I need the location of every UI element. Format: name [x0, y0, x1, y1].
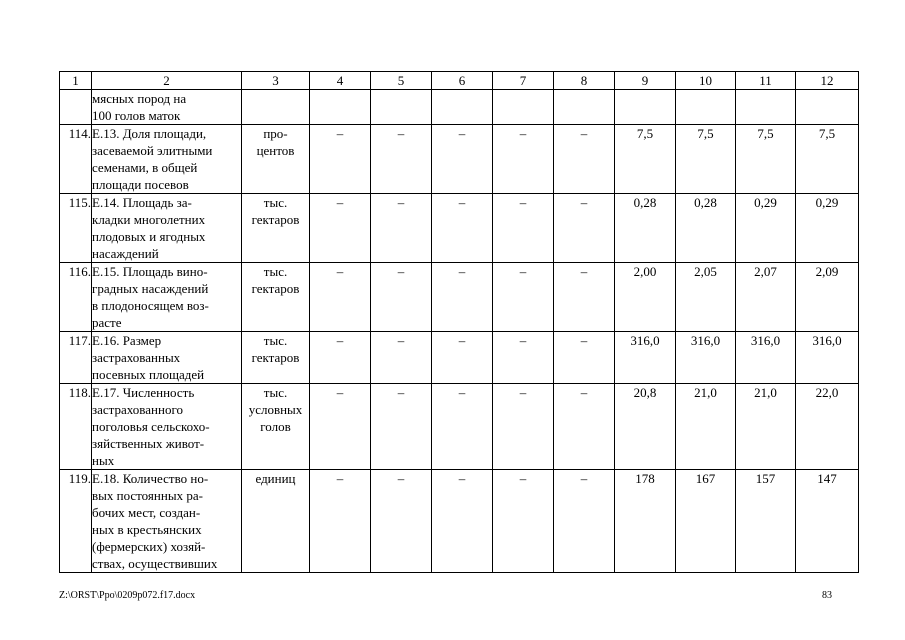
dash-cell: [432, 90, 493, 125]
dash-cell: –: [432, 263, 493, 332]
dash-cell: –: [554, 125, 615, 194]
column-header: 8: [554, 72, 615, 90]
value-cell: [796, 90, 859, 125]
table-row: [60, 90, 859, 125]
unit-line: гектаров: [251, 281, 300, 296]
indicator-name-line: вых постоянных ра-: [92, 488, 203, 503]
indicator-name-line: поголовья сельскохо-: [92, 419, 210, 434]
footer-page-number: 83: [822, 590, 832, 601]
indicator-name-line: кладки многолетних: [92, 212, 206, 227]
value-cell: 21,0: [676, 384, 736, 470]
indicator-name: [92, 470, 242, 573]
table-body: [60, 90, 859, 573]
dash-cell: –: [554, 263, 615, 332]
unit-cell: [242, 263, 310, 332]
unit-cell: [242, 470, 310, 573]
indicator-name-line: (фермерских) хозяй-: [92, 539, 206, 554]
indicator-name-line: ствах, осуществивших: [92, 556, 218, 571]
indicator-name-line: Е.15. Площадь вино-: [92, 264, 208, 279]
indicator-name-line: бочих мест, создан-: [92, 505, 201, 520]
column-header: 9: [615, 72, 676, 90]
dash-cell: –: [432, 384, 493, 470]
indicator-name: [92, 263, 242, 332]
unit-line: единиц: [255, 471, 296, 486]
unit-cell: [242, 194, 310, 263]
unit-cell: [242, 125, 310, 194]
value-cell: 0,28: [676, 194, 736, 263]
unit-line: тыс.: [263, 385, 288, 400]
dash-cell: –: [432, 332, 493, 384]
indicator-name: [92, 125, 242, 194]
dash-cell: [493, 90, 554, 125]
column-header: 1: [60, 72, 92, 90]
dash-cell: –: [310, 194, 371, 263]
indicator-name: [92, 384, 242, 470]
unit-line: гектаров: [251, 212, 300, 227]
dash-cell: –: [310, 470, 371, 573]
dash-cell: –: [493, 470, 554, 573]
indicator-name: [92, 194, 242, 263]
unit-line: тыс.: [263, 264, 288, 279]
indicator-name-line: застрахованных: [92, 350, 181, 365]
value-cell: [736, 90, 796, 125]
dash-cell: –: [493, 194, 554, 263]
dash-cell: –: [371, 332, 432, 384]
column-header: 10: [676, 72, 736, 90]
indicator-name: [92, 90, 242, 125]
header-row: [60, 72, 859, 90]
indicator-name: [92, 332, 242, 384]
value-cell: 147: [796, 470, 859, 573]
value-cell: 22,0: [796, 384, 859, 470]
dash-cell: –: [310, 332, 371, 384]
dash-cell: –: [493, 384, 554, 470]
indicator-name-line: ных: [92, 453, 115, 468]
indicator-name-line: расте: [92, 315, 122, 330]
table-header: [60, 72, 859, 90]
unit-cell: [242, 384, 310, 470]
indicator-name-line: Е.18. Количество но-: [92, 471, 209, 486]
value-cell: [676, 90, 736, 125]
indicator-name-line: 100 голов маток: [92, 108, 181, 123]
table-row: [60, 384, 859, 470]
value-cell: 2,07: [736, 263, 796, 332]
value-cell: 167: [676, 470, 736, 573]
indicator-name-line: в плодоносящем воз-: [92, 298, 209, 313]
indicator-name-line: мясных пород на: [92, 91, 187, 106]
column-header: 5: [371, 72, 432, 90]
indicator-name-line: Е.13. Доля площади,: [92, 126, 207, 141]
value-cell: 0,28: [615, 194, 676, 263]
unit-line: условных: [248, 402, 303, 417]
column-header: 4: [310, 72, 371, 90]
dash-cell: –: [432, 194, 493, 263]
column-header: 12: [796, 72, 859, 90]
indicator-name-line: плодовых и ягодных: [92, 229, 206, 244]
unit-line: тыс.: [263, 195, 288, 210]
value-cell: 2,00: [615, 263, 676, 332]
value-cell: 7,5: [796, 125, 859, 194]
table-row: [60, 194, 859, 263]
value-cell: 7,5: [676, 125, 736, 194]
value-cell: 2,09: [796, 263, 859, 332]
dash-cell: –: [371, 194, 432, 263]
data-table: [59, 71, 859, 573]
dash-cell: –: [554, 470, 615, 573]
value-cell: 178: [615, 470, 676, 573]
value-cell: 7,5: [615, 125, 676, 194]
dash-cell: –: [554, 384, 615, 470]
unit-cell: [242, 90, 310, 125]
indicator-name-line: Е.17. Численность: [92, 385, 195, 400]
table-row: [60, 125, 859, 194]
row-number: 115.: [60, 194, 92, 263]
value-cell: 316,0: [615, 332, 676, 384]
table-row: [60, 263, 859, 332]
row-number: 117.: [60, 332, 92, 384]
column-header: 2: [92, 72, 242, 90]
unit-cell: [242, 332, 310, 384]
dash-cell: –: [554, 332, 615, 384]
indicator-name-line: засеваемой элитными: [92, 143, 213, 158]
indicator-name-line: насаждений: [92, 246, 159, 261]
dash-cell: –: [371, 263, 432, 332]
row-number: 119.: [60, 470, 92, 573]
value-cell: 0,29: [736, 194, 796, 263]
table-row: [60, 332, 859, 384]
unit-line: центов: [256, 143, 295, 158]
value-cell: 316,0: [796, 332, 859, 384]
dash-cell: –: [554, 194, 615, 263]
unit-line: тыс.: [263, 333, 288, 348]
value-cell: 7,5: [736, 125, 796, 194]
indicator-name-line: ных в крестьянских: [92, 522, 202, 537]
dash-cell: –: [432, 125, 493, 194]
indicator-name-line: площади посевов: [92, 177, 189, 192]
indicator-name-line: застрахованного: [92, 402, 183, 417]
column-header: 7: [493, 72, 554, 90]
dash-cell: –: [310, 263, 371, 332]
dash-cell: –: [371, 125, 432, 194]
unit-line: гектаров: [251, 350, 300, 365]
dash-cell: [371, 90, 432, 125]
indicator-name-line: посевных площадей: [92, 367, 205, 382]
dash-cell: –: [310, 125, 371, 194]
indicator-name-line: Е.14. Площадь за-: [92, 195, 192, 210]
dash-cell: –: [493, 263, 554, 332]
row-number: [60, 90, 92, 125]
value-cell: [615, 90, 676, 125]
dash-cell: [310, 90, 371, 125]
row-number: 118.: [60, 384, 92, 470]
dash-cell: –: [310, 384, 371, 470]
dash-cell: –: [493, 332, 554, 384]
row-number: 116.: [60, 263, 92, 332]
dash-cell: –: [432, 470, 493, 573]
indicator-name-line: градных насаждений: [92, 281, 209, 296]
value-cell: 157: [736, 470, 796, 573]
value-cell: 0,29: [796, 194, 859, 263]
value-cell: 20,8: [615, 384, 676, 470]
footer-file-path: Z:\ORST\Ppo\0209p072.f17.docx: [59, 590, 196, 601]
indicator-name-line: зяйственных живот-: [92, 436, 205, 451]
unit-line: про-: [263, 126, 288, 141]
unit-line: голов: [260, 419, 291, 434]
dash-cell: [554, 90, 615, 125]
dash-cell: –: [493, 125, 554, 194]
value-cell: 2,05: [676, 263, 736, 332]
indicator-name-line: семенами, в общей: [92, 160, 198, 175]
value-cell: 21,0: [736, 384, 796, 470]
table-row: [60, 470, 859, 573]
column-header: 6: [432, 72, 493, 90]
dash-cell: –: [371, 470, 432, 573]
dash-cell: –: [371, 384, 432, 470]
indicator-name-line: Е.16. Размер: [92, 333, 162, 348]
value-cell: 316,0: [676, 332, 736, 384]
column-header: 3: [242, 72, 310, 90]
row-number: 114.: [60, 125, 92, 194]
column-header: 11: [736, 72, 796, 90]
value-cell: 316,0: [736, 332, 796, 384]
